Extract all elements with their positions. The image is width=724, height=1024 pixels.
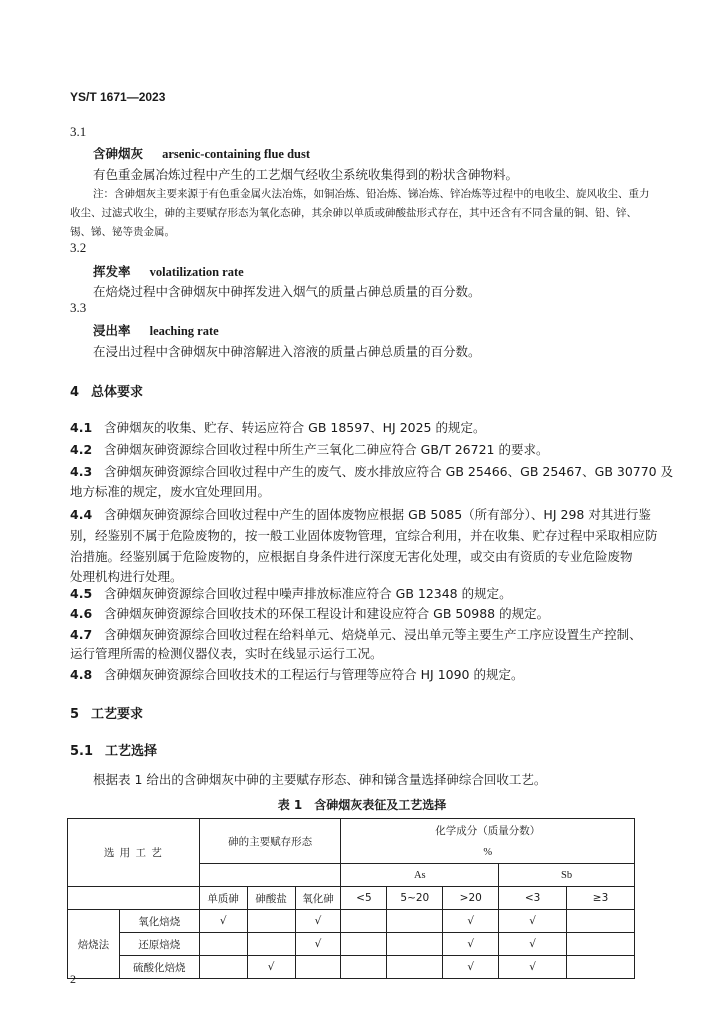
check-mark: √	[443, 933, 499, 956]
header-as: As	[341, 864, 499, 887]
section-4-heading	[70, 381, 143, 400]
col-as-lt5: <5	[341, 887, 387, 910]
item-4-4-cont-3: 处理机构进行处理。	[70, 569, 183, 584]
check-mark: √	[443, 910, 499, 933]
item-text: 含砷烟灰砷资源综合回收过程中产生的废气、废水排放应符合 GB 25466、GB 25467、GB 30770 及	[104, 464, 674, 479]
item-4-6	[70, 604, 549, 622]
item-4-2	[70, 440, 548, 458]
table-1-caption: 表 1 含砷烟灰表征及工艺选择	[277, 798, 447, 812]
table-row	[68, 910, 635, 933]
clause-3-2-number: 3.2	[70, 240, 87, 255]
note-line-3: 锡、锑、铋等贵金属。	[70, 226, 175, 238]
clause-3-1-definition: 有色重金属冶炼过程中产生的工艺烟气经收尘系统收集得到的粉状含砷物料。	[93, 167, 519, 182]
item-text: 含砷烟灰砷资源综合回收过程在给料单元、焙烧单元、浸出单元等主要生产工序应设置生产控制、	[104, 627, 642, 642]
term-en: volatilization rate	[149, 265, 244, 279]
item-number: 4.1	[70, 420, 93, 435]
item-4-4-cont-2: 治措施。经鉴别属于危险废物的，应根据自身条件进行深度无害化处理，或交由有资质的专业危险废物	[70, 549, 633, 564]
item-number: 4.5	[70, 586, 93, 601]
item-4-7-cont: 运行管理所需的检测仪器仪表，实时在线显示运行工况。	[70, 646, 383, 661]
term-cn: 含砷烟灰	[93, 146, 144, 161]
check-mark: √	[443, 956, 499, 979]
section-title: 总体要求	[91, 385, 144, 400]
item-number: 4.3	[70, 464, 93, 479]
item-4-3	[70, 462, 673, 480]
section-number: 4	[70, 385, 80, 400]
item-4-4	[70, 505, 651, 523]
item-number: 4.7	[70, 627, 93, 642]
item-4-7	[70, 625, 642, 643]
item-number: 4.4	[70, 507, 93, 522]
clause-3-3-term	[93, 320, 219, 339]
item-text: 含砷烟灰砷资源综合回收过程中噪声排放标准应符合 GB 12348 的规定。	[104, 586, 512, 601]
subsection-title: 工艺选择	[105, 744, 158, 759]
check-mark: √	[199, 910, 247, 933]
header-chem-composition: 化学成分（质量分数）	[341, 819, 635, 842]
item-text: 含砷烟灰砷资源综合回收过程中产生的固体废物应根据 GB 5085（所有部分）、HJ 298 对其进行鉴	[104, 507, 651, 522]
col-as-gt20: >20	[443, 887, 499, 910]
item-number: 4.2	[70, 442, 93, 457]
header-sb: Sb	[499, 864, 635, 887]
table-1	[67, 818, 635, 979]
clause-3-2-definition: 在焙烧过程中含砷烟灰中砷挥发进入烟气的质量占砷总质量的百分数。	[93, 284, 481, 299]
item-4-5	[70, 584, 512, 602]
header-process: 选 用 工 艺	[68, 819, 200, 887]
table-row	[68, 933, 635, 956]
group-roasting: 焙烧法	[68, 910, 120, 979]
section-5-1-paragraph: 根据表 1 给出的含砷烟灰中砷的主要赋存形态、砷和锑含量选择砷综合回收工艺。	[93, 772, 547, 787]
item-text: 含砷烟灰砷资源综合回收过程中所生产三氧化二砷应符合 GB/T 26721 的要求。	[104, 442, 549, 457]
section-title: 工艺要求	[91, 707, 144, 722]
clause-3-3-number: 3.3	[70, 300, 87, 315]
row-reduction-roasting: 还原焙烧	[119, 933, 199, 956]
check-mark: √	[499, 933, 567, 956]
check-mark: √	[295, 933, 341, 956]
clause-3-3-definition: 在浸出过程中含砷烟灰中砷溶解进入溶液的质量占砷总质量的百分数。	[93, 344, 481, 359]
header-process-blank	[68, 887, 200, 910]
item-number: 4.6	[70, 606, 93, 621]
item-4-4-cont-1: 别，经鉴别不属于危险废物的，按一般工业固体废物管理，宜综合利用，并在收集、贮存过程中采取相应防	[70, 528, 658, 543]
row-sulfation-roasting: 硫酸化焙烧	[119, 956, 199, 979]
check-mark: √	[247, 956, 295, 979]
clause-3-1-term	[93, 143, 310, 162]
table-row	[68, 956, 635, 979]
clause-3-2-term	[93, 261, 244, 280]
check-mark: √	[295, 910, 341, 933]
standard-code: YS/T 1671—2023	[70, 90, 166, 104]
clause-3-1-number: 3.1	[70, 124, 87, 139]
item-text: 含砷烟灰砷资源综合回收技术的工程运行与管理等应符合 HJ 1090 的规定。	[104, 667, 524, 682]
col-sb-lt3: <3	[499, 887, 567, 910]
term-cn: 浸出率	[93, 323, 131, 338]
note-line-1: 注：含砷烟灰主要来源于有色重金属火法冶炼，如铜冶炼、铅冶炼、锑冶炼、锌冶炼等过程中的电收尘、旋风收尘、重力	[93, 188, 650, 200]
item-number: 4.8	[70, 667, 93, 682]
term-cn: 挥发率	[93, 264, 131, 279]
col-arsenate: 砷酸盐	[247, 887, 295, 910]
subsection-number: 5.1	[70, 744, 94, 759]
check-mark: √	[499, 956, 567, 979]
item-4-8	[70, 665, 523, 683]
page-number: 2	[70, 972, 76, 986]
col-elemental-arsenic: 单质砷	[199, 887, 247, 910]
check-mark: √	[499, 910, 567, 933]
item-text: 含砷烟灰的收集、贮存、转运应符合 GB 18597、HJ 2025 的规定。	[104, 420, 486, 435]
header-percent-unit: %	[341, 841, 635, 864]
item-text: 含砷烟灰砷资源综合回收技术的环保工程设计和建设应符合 GB 50988 的规定。	[104, 606, 550, 621]
col-arsenic-oxide: 氧化砷	[295, 887, 341, 910]
section-5-heading	[70, 703, 143, 722]
subsection-5-1-heading	[70, 740, 157, 759]
item-4-3-cont: 地方标准的规定，废水宜处理回用。	[70, 484, 271, 499]
item-4-1	[70, 418, 485, 436]
term-en: leaching rate	[149, 324, 219, 338]
section-number: 5	[70, 707, 80, 722]
col-sb-ge3: ≥3	[567, 887, 635, 910]
header-arsenic-form: 砷的主要赋存形态	[199, 819, 341, 864]
term-en: arsenic-containing flue dust	[162, 147, 311, 161]
col-as-5-20: 5~20	[387, 887, 443, 910]
note-line-2: 收尘、过滤式收尘，砷的主要赋存形态为氧化态砷，其余砷以单质或砷酸盐形式存在，其中还含有不同含量的铜、铅、锌、	[70, 207, 637, 219]
row-oxidation-roasting: 氧化焙烧	[119, 910, 199, 933]
header-spacer	[199, 864, 341, 887]
